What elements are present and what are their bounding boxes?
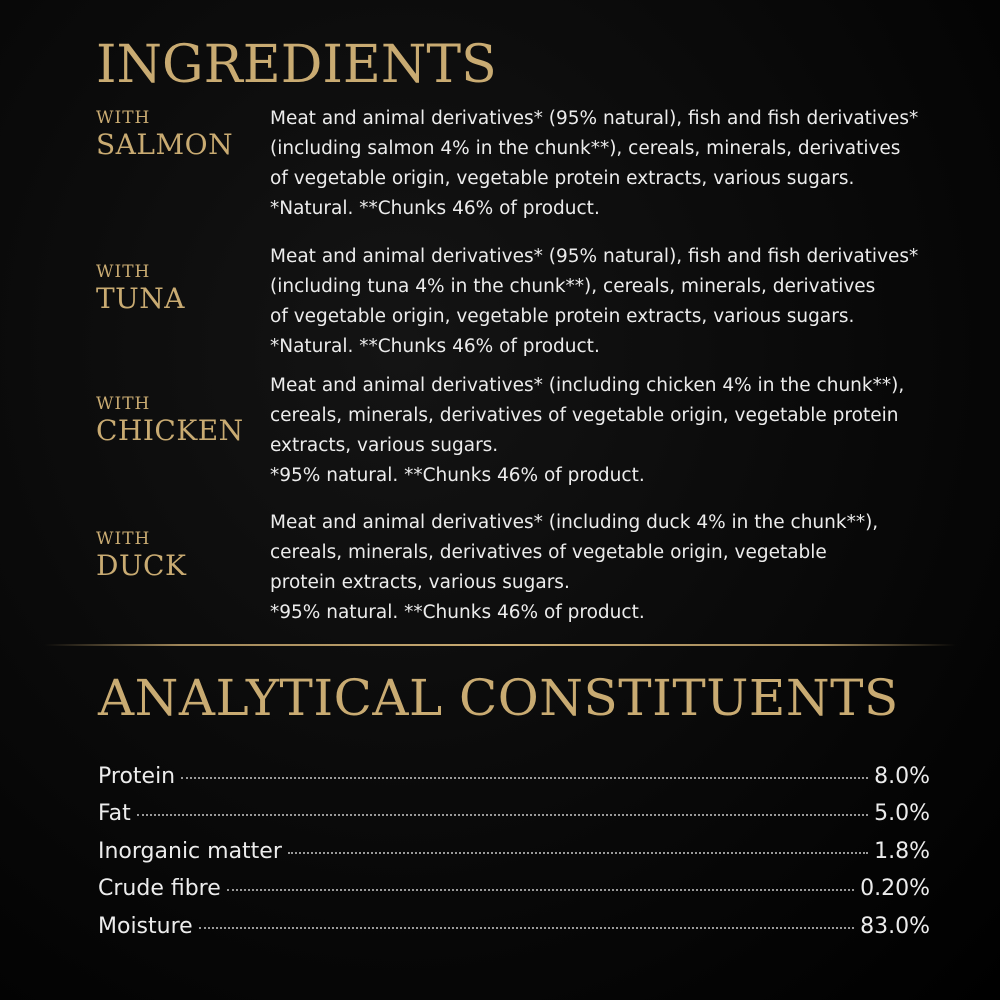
constituent-name: Moisture bbox=[98, 914, 193, 939]
description-line: protein extracts, various sugars. bbox=[270, 572, 570, 593]
ingredients-title: INGREDIENTS bbox=[96, 35, 497, 95]
variant-name: CHICKEN bbox=[96, 414, 244, 447]
description-line: extracts, various sugars. bbox=[270, 435, 499, 456]
constituent-row-inorganic-matter bbox=[98, 837, 930, 867]
description-line: Meat and animal derivatives* (95% natural), fish and fish derivatives* bbox=[270, 246, 919, 267]
dot-leader bbox=[199, 927, 854, 929]
description-line: Meat and animal derivatives* (including chicken 4% in the chunk**), bbox=[270, 375, 905, 396]
variant-label-duck bbox=[96, 529, 266, 583]
constituent-value: 83.0% bbox=[860, 914, 930, 939]
variant-description-tuna bbox=[270, 242, 985, 362]
variant-prefix: WITH bbox=[96, 108, 151, 128]
variant-prefix: WITH bbox=[96, 262, 151, 282]
variant-label-salmon bbox=[96, 108, 266, 162]
description-line: Meat and animal derivatives* (95% natural), fish and fish derivatives* bbox=[270, 108, 919, 129]
description-line: of vegetable origin, vegetable protein extracts, various sugars. bbox=[270, 168, 855, 189]
description-line: cereals, minerals, derivatives of vegetable origin, vegetable bbox=[270, 542, 827, 563]
variant-name: SALMON bbox=[96, 128, 234, 161]
constituent-value: 1.8% bbox=[874, 839, 930, 864]
description-line: *95% natural. **Chunks 46% of product. bbox=[270, 602, 645, 623]
constituents-title: ANALYTICAL CONSTITUENTS bbox=[98, 669, 899, 727]
description-line: *Natural. **Chunks 46% of product. bbox=[270, 336, 600, 357]
constituent-value: 8.0% bbox=[874, 764, 930, 789]
constituent-value: 5.0% bbox=[874, 801, 930, 826]
variant-prefix: WITH bbox=[96, 529, 151, 549]
variant-description-salmon bbox=[270, 104, 985, 224]
section-divider bbox=[44, 644, 956, 646]
variant-description-chicken bbox=[270, 371, 985, 491]
description-line: (including salmon 4% in the chunk**), cereals, minerals, derivatives bbox=[270, 138, 901, 159]
constituent-row-moisture bbox=[98, 912, 930, 942]
description-line: (including tuna 4% in the chunk**), cereals, minerals, derivatives bbox=[270, 276, 876, 297]
constituent-name: Fat bbox=[98, 801, 131, 826]
dot-leader bbox=[227, 889, 854, 891]
constituent-row-crude-fibre bbox=[98, 874, 930, 904]
constituent-name: Protein bbox=[98, 764, 176, 789]
variant-description-duck bbox=[270, 508, 985, 628]
description-line: cereals, minerals, derivatives of vegetable origin, vegetable protein bbox=[270, 405, 899, 426]
variant-label-chicken bbox=[96, 394, 266, 448]
description-line: *Natural. **Chunks 46% of product. bbox=[270, 198, 600, 219]
constituent-name: Crude fibre bbox=[98, 876, 221, 901]
variant-label-tuna bbox=[96, 262, 266, 316]
constituent-value: 0.20% bbox=[860, 876, 930, 901]
description-line: Meat and animal derivatives* (including duck 4% in the chunk**), bbox=[270, 512, 879, 533]
dot-leader bbox=[137, 814, 868, 816]
description-line: of vegetable origin, vegetable protein extracts, various sugars. bbox=[270, 306, 855, 327]
dot-leader bbox=[288, 852, 868, 854]
constituent-row-fat bbox=[98, 799, 930, 829]
variant-prefix: WITH bbox=[96, 394, 151, 414]
constituent-name: Inorganic matter bbox=[98, 839, 282, 864]
constituent-row-protein bbox=[98, 762, 930, 792]
dot-leader bbox=[181, 777, 868, 779]
variant-name: TUNA bbox=[96, 282, 185, 315]
description-line: *95% natural. **Chunks 46% of product. bbox=[270, 465, 645, 486]
variant-name: DUCK bbox=[96, 549, 187, 582]
